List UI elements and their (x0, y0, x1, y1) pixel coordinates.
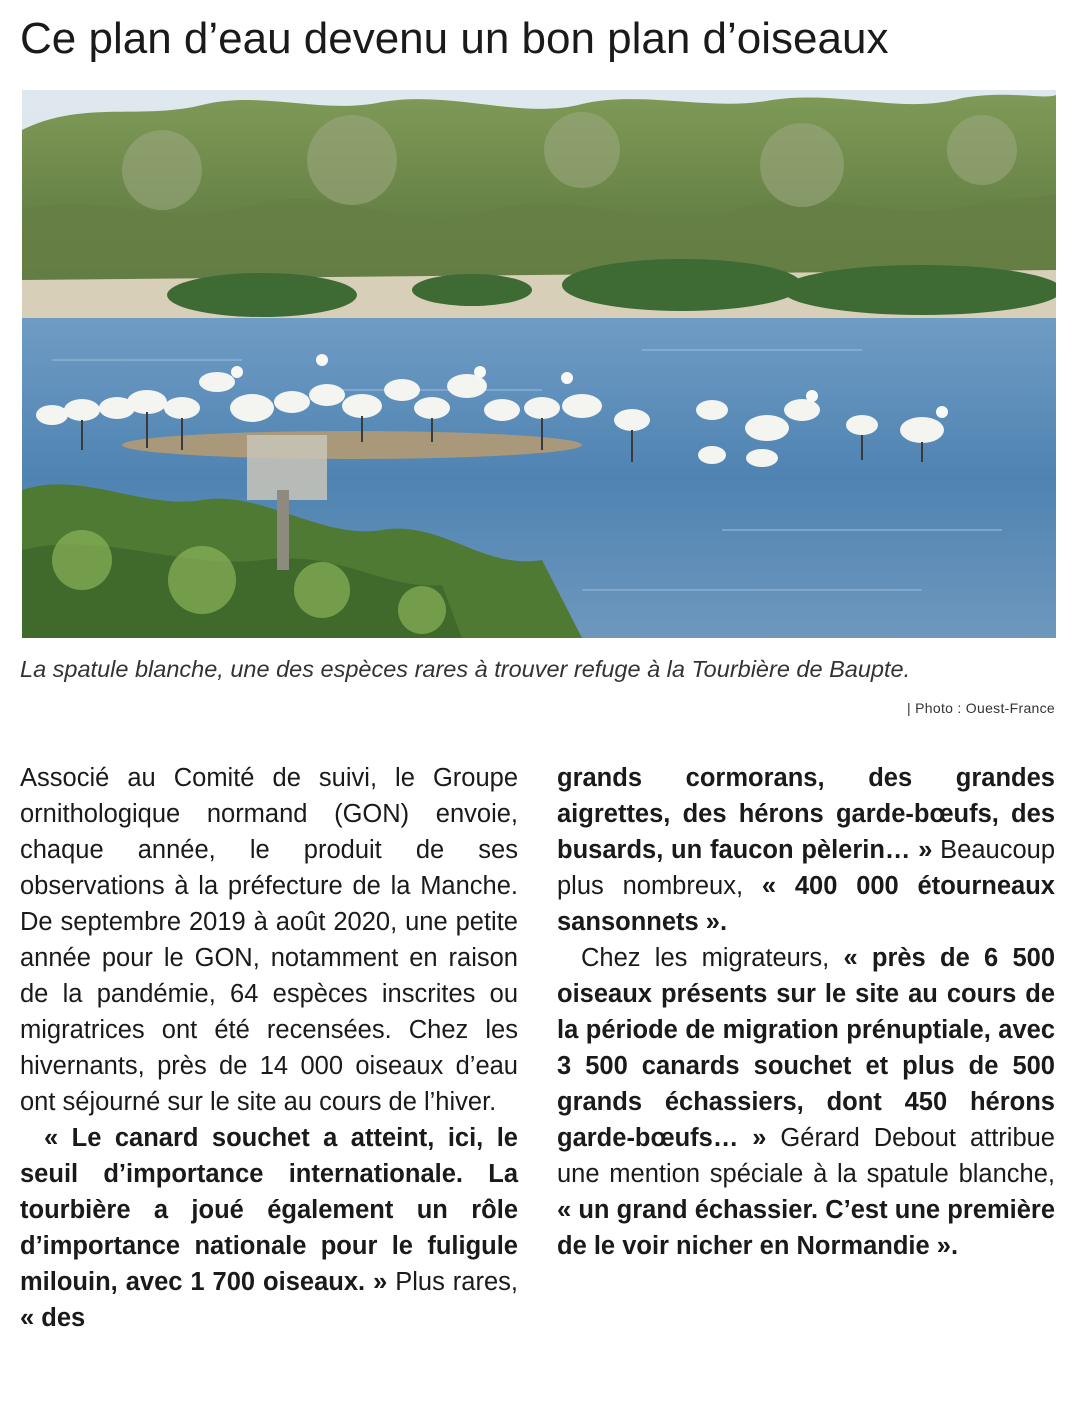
body-text: Chez les migrateurs, (581, 944, 844, 972)
photo-caption: La spatule blanche, une des espèces rares à trouver refuge à la Tourbière de Baupte. (20, 656, 911, 682)
photo-credit: | Photo : Ouest-France (907, 700, 1055, 716)
headline: Ce plan d’eau devenu un bon plan d’oiseaux (20, 14, 889, 63)
quote-text: grands cormorans, des grandes aigrettes, des hérons garde-bœufs, des busards, un faucon pèlerin… » (557, 764, 1055, 864)
quote-text: « Le canard souchet a atteint, ici, le seuil d’importance internationale. La tourbière a joué également un rôle d’importance nationale pour le fuligule milouin, avec 1 700 oiseaux. » (20, 1124, 518, 1296)
paragraph (557, 940, 1055, 1264)
article-column-right (557, 760, 1055, 1264)
paragraph (557, 760, 1055, 940)
quote-text: « 400 000 étourneaux sansonnets ». (557, 872, 1055, 936)
paragraph-quote (20, 1120, 518, 1336)
quote-text: « près de 6 500 oiseaux présents sur le site au cours de la période de migration prénuptiale, avec 3 500 canards souchet et plus de 500 grands échassiers, dont 450 hérons garde-bœufs… » (557, 944, 1055, 1152)
article-column-left (20, 760, 518, 1336)
body-text: Plus rares, (387, 1268, 518, 1296)
spoonbill-photo (22, 90, 1056, 638)
body-text: Gérard Debout attribue une mention spéciale à la spatule blanche, (557, 1124, 1055, 1188)
paragraph: Associé au Comité de suivi, le Groupe ornithologique normand (GON) envoie, chaque année, le produit de ses observations à la préfecture de la Manche. De septembre 2019 à août 2020, une petite année pour le GON, notamment en raison de la pandémie, 64 espèces inscrites ou migratrices ont été recensées. Chez les hivernants, près de 14 000 oiseaux d’eau ont séjourné sur le site au cours de l’hiver. (20, 764, 518, 1116)
quote-text: « des (20, 1304, 86, 1332)
body-text: Beaucoup plus nombreux, (557, 836, 1056, 900)
quote-text: « un grand échassier. C’est une première de le voir nicher en Normandie ». (557, 1196, 1055, 1260)
